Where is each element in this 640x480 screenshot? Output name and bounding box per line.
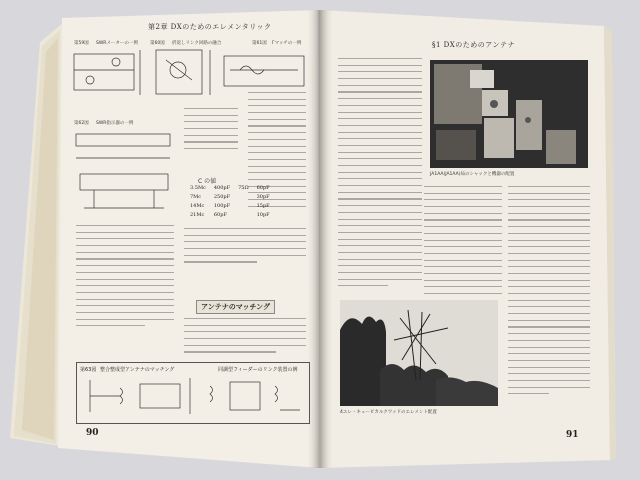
table-cell: 400pF: [213, 185, 231, 191]
table-row: [186, 184, 274, 193]
fig64-title: 同調型フィーダーのリンク装置の例: [218, 367, 298, 373]
fig61-title: Γマッチの一例: [272, 41, 302, 46]
left-col-text: [76, 225, 174, 332]
left-page-header: 第2章 DXのためのエレメンタリック: [148, 23, 272, 31]
table-cell: [234, 211, 253, 220]
right-col2-text: [508, 186, 590, 400]
section-heading: アンテナのマッチング: [196, 300, 275, 314]
table-cell: 30pF: [256, 194, 270, 200]
fig62-title: SWR指示器の一例: [96, 121, 134, 126]
fig59-title: SWRメーターの一例: [96, 41, 138, 46]
right-page-header: §1 DXのためのアンテナ: [432, 41, 515, 49]
table-cell: [234, 193, 253, 202]
table-row: [186, 211, 274, 220]
table-cell: 21Mc: [190, 212, 205, 218]
fig60-label: 第60図: [150, 41, 165, 46]
table-cell: 10pF: [256, 212, 270, 218]
fig60-title: 折返しリンク回路の融合: [172, 41, 222, 46]
table-cell: 60pF: [256, 185, 270, 191]
shack-photo-image: [430, 60, 588, 168]
swr-indicator-diagram: [74, 128, 174, 216]
table-cell: 60pF: [213, 212, 227, 218]
table-row: [186, 193, 274, 202]
antenna-photo-image: [340, 300, 498, 406]
antenna-photo: [340, 300, 498, 406]
table-cell: 3.5Mc: [190, 185, 206, 191]
photo2-caption: 4エレ・キュービカルクワッドのエレメント配置: [340, 410, 437, 415]
fig62-label: 第62図: [74, 121, 89, 126]
photo1-caption: JA1AA(JA1AA)局のシャックと機器の配置: [430, 172, 515, 177]
table-cell: 14Mc: [190, 203, 205, 209]
table-cell: 100pF: [213, 203, 231, 209]
table-cell: 7Mc: [190, 194, 202, 200]
table-cell: 15pF: [256, 203, 270, 209]
table-cell: [234, 202, 253, 211]
table-title: C の値: [198, 178, 217, 185]
mid-col-text: [184, 108, 238, 155]
left-page-number: 90: [86, 428, 99, 438]
right-page-number: 91: [566, 430, 579, 440]
table-row: [186, 202, 274, 211]
fig61-label: 第61図: [252, 41, 267, 46]
mid-col-text-3: [184, 318, 306, 358]
table-cell: 250pF: [213, 194, 231, 200]
mid-col-text-2: [184, 228, 306, 268]
fig63-label: 第63図: [80, 367, 97, 373]
right-col1b-text: [424, 186, 502, 300]
shack-photo: [430, 60, 588, 168]
right-col1-text: [338, 58, 422, 292]
capacitance-table: [186, 184, 274, 220]
matching-circuits-diagram: [80, 374, 306, 418]
table-cell: 75Ω: [238, 185, 249, 191]
fig59-label: 第59図: [74, 41, 89, 46]
fig63-title: 整合整成型アンテナのマッチング: [100, 367, 175, 373]
